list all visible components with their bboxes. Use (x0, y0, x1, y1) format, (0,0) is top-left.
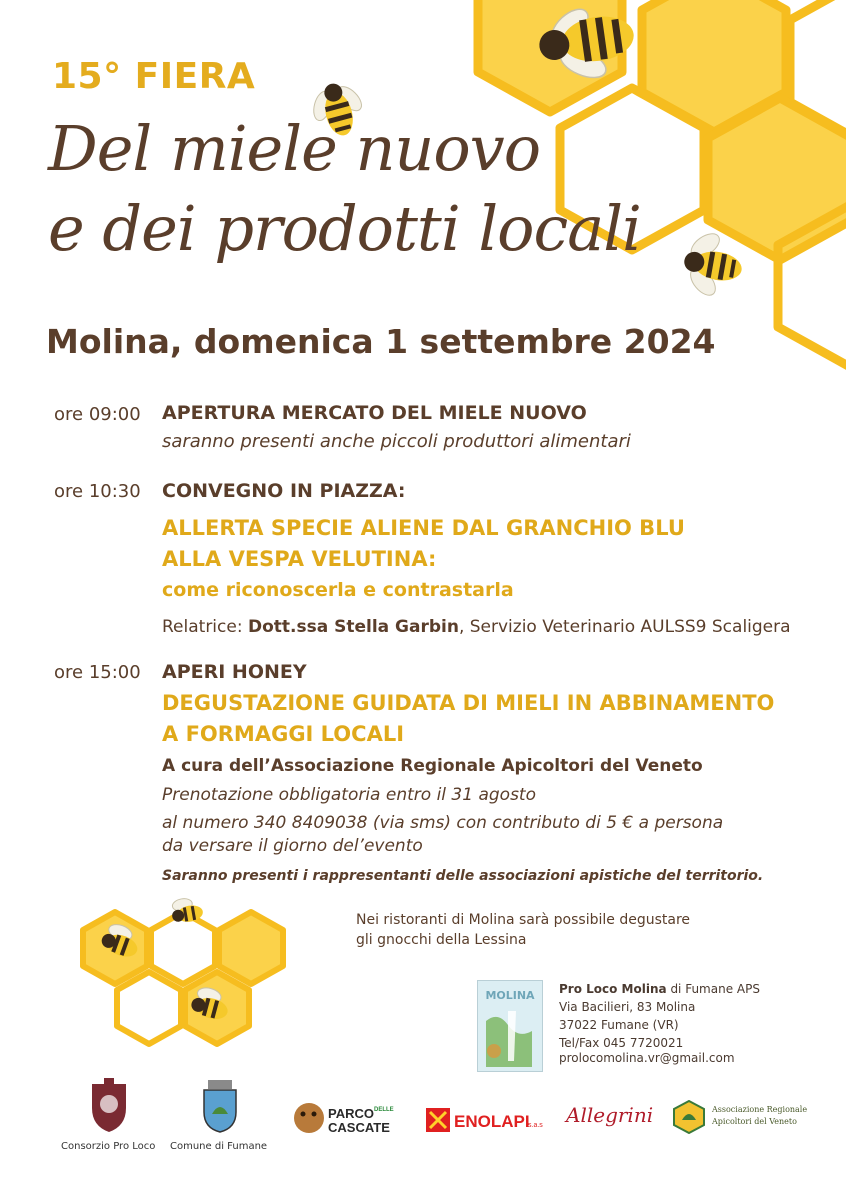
booking-note: Prenotazione obbligatoria entro il 31 agosto (162, 785, 536, 805)
speaker-affiliation: , Servizio Veterinario AULSS9 Scaligera (458, 617, 791, 637)
organizer: A cura dell’Associazione Regionale Apicoltori del Veneto (162, 756, 703, 776)
speaker-name: Dott.ssa Stella Garbin (247, 617, 459, 637)
parco-small: DELLE (374, 1107, 394, 1113)
proloco-contact (559, 980, 760, 1052)
comune-logo (198, 1080, 242, 1138)
allegrini-name: Allegrini (566, 1103, 654, 1127)
booking-note: da versare il giorno del’evento (162, 836, 423, 856)
enolapi-suffix: s.a.s (528, 1122, 543, 1129)
booking-note: al numero 340 8409038 (via sms) con contributo di 5 € a persona (162, 813, 724, 833)
parco-cascate-logo (292, 1098, 396, 1146)
schedule-subtitle: saranno presenti anche piccoli produttori alimentari (162, 431, 631, 452)
tasting-line1: DEGUSTAZIONE GUIDATA DI MIELI IN ABBINAMENTO (162, 691, 775, 715)
schedule-title: APERI HONEY (162, 661, 307, 683)
proloco-logo (477, 980, 543, 1072)
consorzio-caption: Consorzio Pro Loco (61, 1141, 156, 1152)
apicoltori-text: Associazione Regionale Apicoltori del Veneto (712, 1105, 808, 1126)
enolapi-icon (426, 1106, 546, 1134)
tasting-line2: A FORMAGGI LOCALI (162, 722, 405, 746)
conference-topic-line3: come riconoscerla e contrastarla (162, 579, 514, 601)
edition-title: 15° FIERA (52, 56, 256, 97)
gnocchi-note (356, 910, 690, 950)
event-date: Molina, domenica 1 settembre 2024 (46, 322, 716, 361)
parco-line1: PARCO (328, 1106, 374, 1121)
coat-of-arms-icon (198, 1080, 242, 1134)
conference-topic-line1: ALLERTA SPECIE ALIENE DAL GRANCHIO BLU (162, 516, 685, 540)
waterfall-icon (478, 981, 542, 1071)
proloco-name: Pro Loco Molina di Fumane APS (559, 982, 760, 996)
consorzio-logo (86, 1078, 132, 1138)
enolapi-logo (426, 1106, 546, 1138)
proloco-phone: Tel/Fax 045 7720021 (559, 1036, 684, 1050)
honeycomb-decoration (70, 890, 300, 1060)
proloco-email: prolocomolina.vr@gmail.com (559, 1051, 735, 1065)
crest-icon (86, 1078, 132, 1134)
gnocchi-line2: gli gnocchi della Lessina (356, 932, 527, 948)
speaker-prefix: Relatrice: (162, 617, 248, 637)
hexagon-logo-icon (672, 1100, 706, 1134)
schedule-time: ore 09:00 (54, 404, 141, 425)
speaker-line (162, 617, 791, 637)
allegrini-logo (566, 1103, 653, 1127)
schedule-time: ore 15:00 (54, 662, 141, 683)
schedule-title: CONVEGNO IN PIAZZA: (162, 480, 406, 502)
apicoltori-logo (672, 1100, 808, 1138)
comune-caption: Comune di Fumane (170, 1141, 268, 1152)
proloco-address1: Via Bacilieri, 83 Molina (559, 1000, 696, 1014)
event-title-line1: Del miele nuovo (48, 112, 541, 185)
gnocchi-line1: Nei ristoranti di Molina sarà possibile degustare (356, 912, 691, 928)
proloco-address2: 37022 Fumane (VR) (559, 1018, 679, 1032)
parco-line2: CASCATE (328, 1120, 390, 1135)
schedule-time: ore 10:30 (54, 481, 141, 502)
parco-cascate-icon (292, 1098, 396, 1142)
enolapi-name: ENOLAPI (454, 1112, 530, 1131)
proloco-logo-text: MOLINA (485, 989, 535, 1002)
conference-topic-line2: ALLA VESPA VELUTINA: (162, 547, 437, 571)
event-title-line2: e dei prodotti locali (48, 192, 641, 265)
schedule-title: APERTURA MERCATO DEL MIELE NUOVO (162, 402, 587, 424)
associations-note: Saranno presenti i rappresentanti delle associazioni apistiche del territorio. (162, 868, 764, 884)
